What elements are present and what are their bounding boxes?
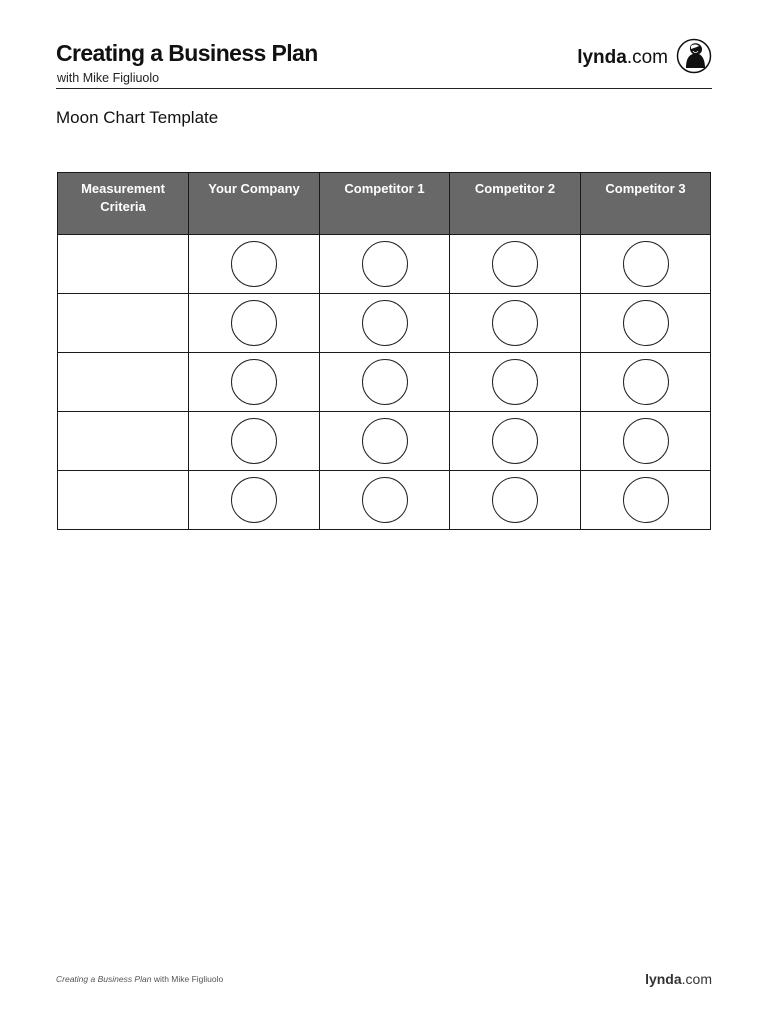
moon-circle-icon bbox=[622, 358, 670, 406]
moon-circle-icon bbox=[491, 417, 539, 465]
column-header-3: Competitor 1 bbox=[320, 173, 450, 235]
table-row bbox=[58, 353, 711, 412]
moon-cell[interactable] bbox=[581, 471, 711, 530]
lynda-seal-icon bbox=[676, 38, 712, 74]
page-footer bbox=[56, 968, 712, 992]
criteria-cell[interactable] bbox=[58, 353, 189, 412]
document-title: Creating a Business Plan bbox=[56, 40, 318, 66]
moon-cell[interactable] bbox=[450, 235, 581, 294]
moon-cell[interactable] bbox=[189, 235, 320, 294]
moon-circle-icon bbox=[622, 476, 670, 524]
column-header-4: Competitor 2 bbox=[450, 173, 581, 235]
page-header bbox=[56, 38, 712, 89]
moon-cell[interactable] bbox=[581, 412, 711, 471]
footer-brand-domain: .com bbox=[681, 971, 712, 987]
table-header-row bbox=[58, 173, 711, 235]
moon-circle-icon bbox=[230, 476, 278, 524]
footer-brand-name: lynda bbox=[645, 971, 682, 987]
moon-circle-icon bbox=[230, 299, 278, 347]
moon-cell[interactable] bbox=[189, 353, 320, 412]
moon-circle-icon bbox=[491, 476, 539, 524]
moon-circle-icon bbox=[230, 358, 278, 406]
moon-circle-icon bbox=[491, 299, 539, 347]
column-header-5: Competitor 3 bbox=[581, 173, 711, 235]
moon-circle-icon bbox=[230, 240, 278, 288]
criteria-cell[interactable] bbox=[58, 294, 189, 353]
moon-circle-icon bbox=[491, 358, 539, 406]
brand-domain: .com bbox=[626, 47, 668, 68]
table-row bbox=[58, 294, 711, 353]
moon-cell[interactable] bbox=[450, 294, 581, 353]
moon-cell[interactable] bbox=[189, 471, 320, 530]
moon-cell[interactable] bbox=[450, 412, 581, 471]
moon-cell[interactable] bbox=[450, 353, 581, 412]
brand-logo-text bbox=[577, 47, 668, 69]
footer-byline: with Mike Figliuolo bbox=[151, 974, 224, 984]
moon-circle-icon bbox=[361, 417, 409, 465]
moon-cell[interactable] bbox=[320, 353, 450, 412]
criteria-cell[interactable] bbox=[58, 471, 189, 530]
brand-name: lynda bbox=[577, 47, 627, 68]
moon-cell[interactable] bbox=[450, 471, 581, 530]
moon-cell[interactable] bbox=[581, 235, 711, 294]
column-header-1: Measurement Criteria bbox=[58, 173, 189, 235]
column-header-2: Your Company bbox=[189, 173, 320, 235]
footer-credit bbox=[56, 974, 223, 984]
footer-brand-logo-text bbox=[645, 971, 712, 987]
header-divider bbox=[56, 88, 712, 89]
moon-cell[interactable] bbox=[320, 471, 450, 530]
section-title: Moon Chart Template bbox=[56, 108, 219, 127]
footer-course-title: Creating a Business Plan bbox=[56, 974, 152, 984]
moon-circle-icon bbox=[361, 299, 409, 347]
moon-chart-table bbox=[57, 172, 711, 530]
document-subtitle: with Mike Figliuolo bbox=[57, 71, 160, 85]
moon-cell[interactable] bbox=[189, 294, 320, 353]
moon-cell[interactable] bbox=[320, 412, 450, 471]
moon-circle-icon bbox=[230, 417, 278, 465]
moon-cell[interactable] bbox=[581, 353, 711, 412]
moon-circle-icon bbox=[361, 240, 409, 288]
criteria-cell[interactable] bbox=[58, 412, 189, 471]
moon-circle-icon bbox=[491, 240, 539, 288]
moon-circle-icon bbox=[622, 299, 670, 347]
moon-cell[interactable] bbox=[320, 294, 450, 353]
criteria-cell[interactable] bbox=[58, 235, 189, 294]
table-body bbox=[58, 235, 711, 530]
moon-cell[interactable] bbox=[581, 294, 711, 353]
moon-circle-icon bbox=[622, 417, 670, 465]
moon-circle-icon bbox=[361, 476, 409, 524]
table-row bbox=[58, 471, 711, 530]
table-row bbox=[58, 412, 711, 471]
moon-cell[interactable] bbox=[320, 235, 450, 294]
moon-cell[interactable] bbox=[189, 412, 320, 471]
moon-circle-icon bbox=[361, 358, 409, 406]
moon-circle-icon bbox=[622, 240, 670, 288]
table-row bbox=[58, 235, 711, 294]
